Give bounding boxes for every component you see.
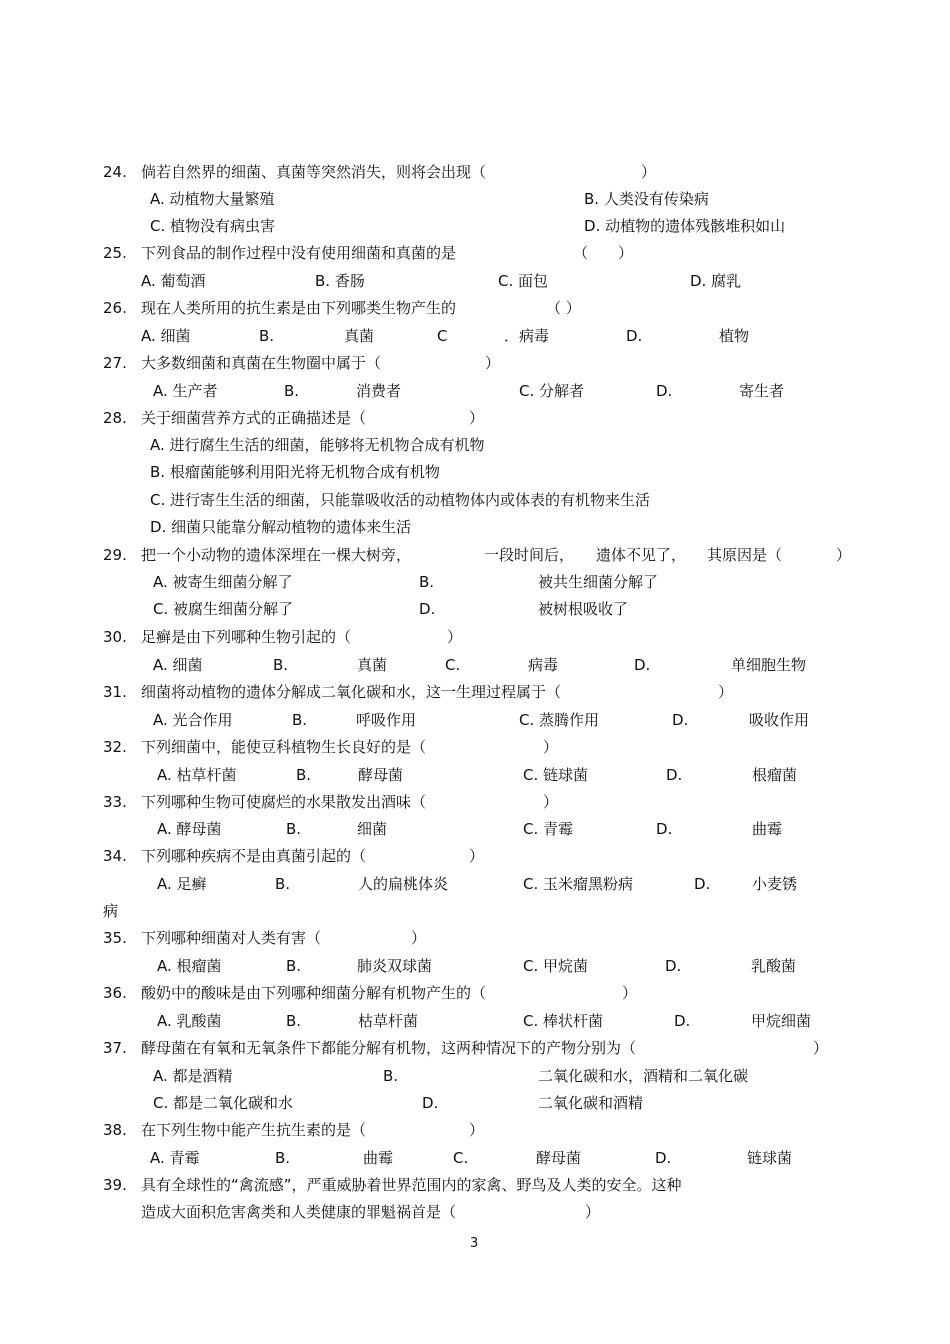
answer-bracket: （ ） [573, 244, 634, 262]
question-stem-line2: 造成大面积危害禽类和人类健康的罪魁祸首是（ [141, 1203, 457, 1221]
option-a: A. 根瘤菌 [157, 957, 222, 975]
question-number: 27. [103, 354, 127, 372]
option-b-text: 真菌 [357, 656, 388, 674]
option-b-text: 肺炎双球菌 [357, 957, 433, 975]
option-b-text: 消费者 [356, 382, 402, 400]
question-stem: 把一个小动物的遗体深埋在一棵大树旁， [141, 546, 412, 564]
option-d-letter: D. [672, 711, 689, 729]
option-d-text: 曲霉 [752, 820, 783, 838]
option-a: A. 光合作用 [153, 711, 233, 729]
option-b-text: 真菌 [344, 327, 375, 345]
option-c: C. 玉米瘤黑粉病 [523, 875, 634, 893]
option-a: A. 葡萄酒 [141, 272, 206, 290]
option-c-letter: C [437, 327, 448, 345]
answer-bracket: ） [813, 1039, 829, 1057]
question-stem: 关于细菌营养方式的正确描述是（ [141, 409, 367, 427]
option-c: C. 链球菌 [523, 766, 589, 784]
option-c-text: 酵母菌 [536, 1149, 582, 1167]
option-b-letter: B. [286, 820, 302, 838]
option-d-text: 寄生者 [739, 382, 785, 400]
option-c-letter: C. [445, 656, 461, 674]
option-b-text: 被共生细菌分解了 [538, 573, 659, 591]
option-d: D. 动植物的遗体残骸堆积如山 [584, 217, 786, 235]
option-b-letter: B. [275, 875, 291, 893]
option-d-text: 链球菌 [747, 1149, 793, 1167]
answer-bracket: ） [585, 1203, 601, 1221]
answer-bracket: ） [641, 163, 657, 181]
option-a: A. 足癣 [157, 875, 207, 893]
option-c: C. 被腐生细菌分解了 [153, 600, 294, 618]
option-d-text: 被树根吸收了 [538, 600, 629, 618]
option-d-text: 植物 [719, 327, 750, 345]
question-number: 29. [103, 546, 127, 564]
question-number: 24. [103, 163, 127, 181]
option-a: A. 酵母菌 [157, 820, 222, 838]
option-d-text: 小麦锈 [752, 875, 798, 893]
question-stem: 足癣是由下列哪种生物引起的（ [141, 628, 352, 646]
option-c: C. 甲烷菌 [523, 957, 589, 975]
option-c: C. 棒状杆菌 [523, 1012, 604, 1030]
answer-bracket: （ ） [546, 299, 581, 317]
option-c: C. 青霉 [523, 820, 574, 838]
option-a: A. 青霉 [150, 1149, 200, 1167]
option-c: C. 都是二氧化碳和水 [153, 1094, 294, 1112]
option-b-letter: B. [259, 327, 275, 345]
option-b: B. 根瘤菌能够利用阳光将无机物合成有机物 [150, 463, 440, 481]
option-a: A. 乳酸菌 [157, 1012, 222, 1030]
question-number: 26. [103, 299, 127, 317]
question-stem-part4: 其原因是（ [707, 546, 783, 564]
option-c: C. 进行寄生生活的细菌，只能靠吸收活的动植物体内或体表的有机物来生活 [150, 491, 651, 509]
option-d: D. 腐乳 [690, 272, 742, 290]
option-a: A. 生产者 [153, 382, 218, 400]
question-number: 34. [103, 847, 127, 865]
option-c: C. 面包 [498, 272, 549, 290]
option-a: A. 枯草杆菌 [157, 766, 237, 784]
question-number: 39. [103, 1176, 127, 1194]
option-d: D. 细菌只能靠分解动植物的遗体来生活 [150, 518, 412, 536]
answer-bracket: ） [543, 793, 559, 811]
question-number: 28. [103, 409, 127, 427]
question-number: 35. [103, 929, 127, 947]
question-stem: 酸奶中的酸味是由下列哪种细菌分解有机物产生的（ [141, 984, 487, 1002]
question-number: 36. [103, 984, 127, 1002]
answer-bracket: ） [485, 354, 501, 372]
option-d-text: 根瘤菌 [752, 766, 798, 784]
option-a: A. 被寄生细菌分解了 [153, 573, 293, 591]
question-number: 33. [103, 793, 127, 811]
question-stem: 倘若自然界的细菌、真菌等突然消失，则将会出现（ [141, 163, 487, 181]
option-d-letter: D. [419, 600, 436, 618]
option-d-letter: D. [665, 957, 682, 975]
option-b-letter: B. [286, 1012, 302, 1030]
question-stem: 下列食品的制作过程中没有使用细菌和真菌的是 [141, 244, 457, 262]
option-a: A. 进行腐生生活的细菌，能够将无机物合成有机物 [150, 436, 485, 454]
option-b-letter: B. [296, 766, 312, 784]
option-c: C. 蒸腾作用 [519, 711, 600, 729]
option-b-text: 二氧化碳和水，酒精和二氧化碳 [538, 1067, 749, 1085]
option-a: A. 细菌 [141, 327, 191, 345]
option-d-letter: D. [656, 382, 673, 400]
option-d-text: 吸收作用 [749, 711, 810, 729]
question-stem: 大多数细菌和真菌在生物圈中属于（ [141, 354, 382, 372]
option-b-text: 细菌 [357, 820, 388, 838]
option-b-letter: B. [286, 957, 302, 975]
option-d-wrap: 病 [103, 902, 119, 920]
option-b: B. 人类没有传染病 [584, 190, 709, 208]
option-d-text: 单细胞生物 [731, 656, 807, 674]
option-c-text: ．病毒 [504, 327, 550, 345]
option-c: C. 植物没有病虫害 [150, 217, 276, 235]
option-a: A. 动植物大量繁殖 [150, 190, 275, 208]
option-b-text: 枯草杆菌 [358, 1012, 419, 1030]
option-a: A. 细菌 [153, 656, 203, 674]
question-stem-part3: 遗体不见了， [596, 546, 687, 564]
question-number: 25. [103, 244, 127, 262]
answer-bracket: ） [469, 1121, 485, 1139]
option-b-letter: B. [383, 1067, 399, 1085]
question-number: 37. [103, 1039, 127, 1057]
option-b-text: 呼吸作用 [356, 711, 417, 729]
option-d-letter: D. [694, 875, 711, 893]
question-stem: 下列哪种细菌对人类有害（ [141, 929, 322, 947]
question-stem: 酵母菌在有氧和无氧条件下都能分解有机物，这两种情况下的产物分别为（ [141, 1039, 637, 1057]
option-d-text: 二氧化碳和酒精 [538, 1094, 644, 1112]
option-b-letter: B. [273, 656, 289, 674]
option-b-letter: B. [284, 382, 300, 400]
option-d-text: 乳酸菌 [751, 957, 797, 975]
option-d-letter: D. [666, 766, 683, 784]
answer-bracket: ） [836, 546, 852, 564]
option-c-text: 病毒 [528, 656, 559, 674]
option-c-letter: C. [453, 1149, 469, 1167]
option-d-letter: D. [626, 327, 643, 345]
option-b-letter: B. [419, 573, 435, 591]
option-b-text: 人的扁桃体炎 [358, 875, 449, 893]
answer-bracket: ） [411, 929, 427, 947]
option-b-letter: B. [275, 1149, 291, 1167]
question-stem: 下列哪种疾病不是由真菌引起的（ [141, 847, 367, 865]
question-number: 30. [103, 628, 127, 646]
option-b-text: 曲霉 [363, 1149, 394, 1167]
option-b-letter: B. [292, 711, 308, 729]
option-d-letter: D. [422, 1094, 439, 1112]
answer-bracket: ） [718, 683, 734, 701]
option-d-letter: D. [674, 1012, 691, 1030]
answer-bracket: ） [622, 984, 638, 1002]
question-number: 38. [103, 1121, 127, 1139]
option-b: B. 香肠 [315, 272, 365, 290]
question-stem: 下列细菌中，能使豆科植物生长良好的是（ [141, 738, 427, 756]
option-d-text: 甲烷细菌 [751, 1012, 812, 1030]
question-stem: 在下列生物中能产生抗生素的是（ [141, 1121, 367, 1139]
answer-bracket: ） [469, 847, 485, 865]
question-stem-part2: 一段时间后， [484, 546, 575, 564]
answer-bracket: ） [543, 738, 559, 756]
answer-bracket: ） [469, 409, 485, 427]
answer-bracket: ） [447, 628, 463, 646]
option-d-letter: D. [655, 1149, 672, 1167]
question-stem: 现在人类所用的抗生素是由下列哪类生物产生的 [141, 299, 457, 317]
option-b-text: 酵母菌 [358, 766, 404, 784]
option-c: C. 分解者 [519, 382, 585, 400]
page-number: 3 [470, 1236, 479, 1251]
question-stem: 细菌将动植物的遗体分解成二氧化碳和水，这一生理过程属于（ [141, 683, 562, 701]
question-stem: 下列哪种生物可使腐烂的水果散发出酒味（ [141, 793, 427, 811]
question-stem: 具有全球性的“禽流感”，严重威胁着世界范围内的家禽、野鸟及人类的安全。这种 [141, 1176, 682, 1194]
option-a: A. 都是酒精 [153, 1067, 233, 1085]
option-d-letter: D. [634, 656, 651, 674]
question-number: 32. [103, 738, 127, 756]
question-number: 31. [103, 683, 127, 701]
option-d-letter: D. [656, 820, 673, 838]
